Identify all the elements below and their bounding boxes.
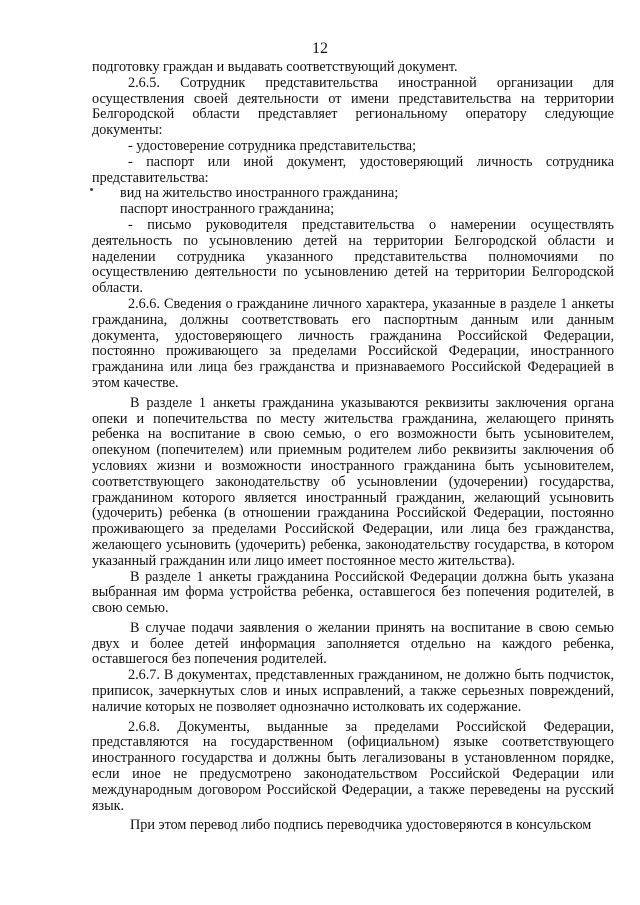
page-number: 12 — [312, 40, 328, 57]
paragraph-multiple-children: В случае подачи заявления о желании принять на воспитание в свою семью двух и более детей информация заполняется отдельно на каждого ребенка, оставшегося без попечения родителей. — [92, 619, 614, 668]
list-item-letter: - письмо руководителя представительства о намерении осуществлять деятельность по усыновлению детей на территории Белгородской области и наделении сотрудника указанного представительства полномочиями по осуществлению деятельности по усыновлению детей на территории Белгородской области. — [92, 216, 614, 297]
paragraph-translation: При этом перевод либо подпись переводчика удостоверяются в консульском — [130, 817, 592, 834]
paragraph-2-6-8: 2.6.8. Документы, выданные за пределами Российской Федерации, представляются на государственном (официальном) языке соответствующего иностранного государства и должны быть легализованы в установленном порядке, если иное не предусмотрено законодательством Российской Федерации или международным договором Российской Федерации, а также переведены на русский язык. — [92, 718, 614, 814]
list-item-employee-id: - удостоверение сотрудника представительства; — [128, 137, 417, 154]
paragraph-2-6-6: 2.6.6. Сведения о гражданине личного характера, указанные в разделе 1 анкеты гражданина, должны соответствовать его паспортным данным или данным документа, удостоверяющего личность гражданина Российской Федерации, постоянно проживающего за пределами Российской Федерации, иностранного гражданина или лица без гражданства и признаваемого Российской Федерацией в этом качестве. — [92, 295, 614, 391]
list-item-passport: - паспорт или иной документ, удостоверяющий личность сотрудника представительства: — [92, 153, 614, 186]
paragraph-2-6-7: 2.6.7. В документах, представленных гражданином, не должно быть подчисток, приписок, зачеркнутых слов и иных исправлений, а также серьезных повреждений, наличие которых не позволяет однозначно истолковать их содержание. — [92, 667, 614, 715]
paragraph-section-1-form: В разделе 1 анкеты гражданина Российской Федерации должна быть указана выбранная им форма устройства ребенка, оставшегося без попечения родителей, в свою семью. — [92, 568, 614, 617]
list-subitem-residence-permit: вид на жительство иностранного гражданина; — [120, 185, 399, 202]
list-subitem-foreign-passport: паспорт иностранного гражданина; — [120, 201, 335, 218]
paragraph-2-6-5: 2.6.5. Сотрудник представительства иностранной организации для осуществления своей деятельности от имени представительства на территории Белгородской области представляет региональному оператору следующие документы: — [92, 74, 614, 139]
paragraph-continuation: подготовку граждан и выдавать соответствующий документ. — [92, 59, 458, 75]
paragraph-section-1-details: В разделе 1 анкеты гражданина указываются реквизиты заключения органа опеки и попечительства по месту жительства гражданина, желающего принять ребенка на воспитание в свою семью, о его возможности быть усыновителем, опекуном (попечителем) или приемным родителем либо реквизиты заключения об условиях жизни и возможности иностранного гражданина быть усыновителем, соответствующего законодательству об усыновлении (удочерении) государства, гражданином которого является иностранный гражданин, желающий усыновить (удочерить) ребенка (в отношении гражданина Российской Федерации, постоянно проживающего за пределами Российской Федерации, или лица без гражданства, желающего усыновить (удочерить) ребенка, законодательству государства, в котором указанный гражданин или лицо имеет постоянное место жительства). — [92, 394, 614, 569]
document-body — [92, 60, 614, 834]
